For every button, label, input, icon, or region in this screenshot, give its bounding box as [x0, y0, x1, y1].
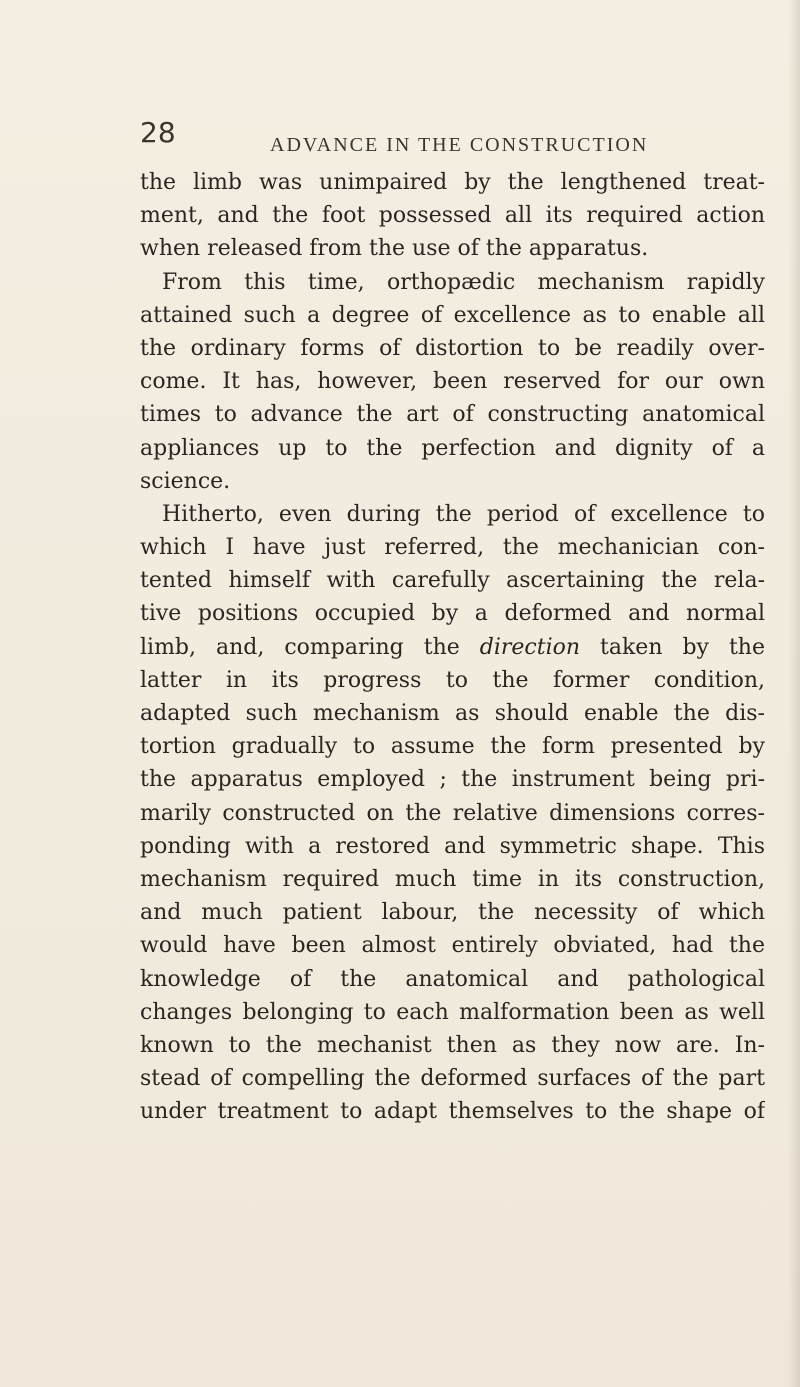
text-line: knowledge of the anatomical and pathological	[140, 966, 765, 992]
text-line: ment, and the foot possessed all its required action	[140, 203, 765, 229]
text-line: ponding with a restored and symmetric shape. This	[140, 833, 765, 859]
page-number: 28	[140, 116, 176, 149]
text-line-with-emphasis	[140, 631, 765, 664]
text-line: changes belonging to each malformation been as well	[140, 999, 765, 1025]
text-line: which I have just referred, the mechanician con-	[140, 535, 765, 561]
emphasized-word: direction	[479, 634, 581, 660]
text-line: would have been almost entirely obviated, had the	[140, 933, 765, 959]
text-line: From this time, orthopædic mechanism rapidly	[162, 269, 765, 295]
page-edge-shadow	[788, 0, 800, 1387]
text-line: stead of compelling the deformed surfaces of the part	[140, 1066, 765, 1092]
text-line: tortion gradually to assume the form presented by	[140, 734, 765, 760]
text-line: marily constructed on the relative dimensions corres-	[140, 800, 765, 826]
text-line: known to the mechanist then as they now are. In-	[140, 1032, 765, 1058]
text-line: come. It has, however, been reserved for our own	[140, 369, 765, 395]
body-text	[140, 166, 765, 1128]
text-line: the limb was unimpaired by the lengthened treat-	[140, 170, 765, 195]
text-line: tented himself with carefully ascertaining the rela-	[140, 568, 765, 594]
text-line: attained such a degree of excellence as to enable all	[140, 302, 765, 328]
text-line: adapted such mechanism as should enable the dis-	[140, 701, 765, 726]
text-line: tive positions occupied by a deformed and normal	[140, 601, 765, 627]
text-line: under treatment to adapt themselves to the shape of	[140, 1099, 765, 1125]
text-segment: taken by the	[600, 634, 765, 660]
text-line: the ordinary forms of distortion to be readily over-	[140, 335, 765, 361]
text-line: Hitherto, even during the period of excellence to	[162, 501, 765, 527]
text-line: and much patient labour, the necessity of which	[140, 900, 765, 926]
text-line: times to advance the art of constructing anatomical	[140, 402, 765, 428]
running-head: ADVANCE IN THE CONSTRUCTION	[270, 134, 649, 156]
text-line: mechanism required much time in its construction,	[140, 866, 765, 892]
page-header	[140, 116, 760, 156]
text-line: science.	[140, 468, 231, 494]
text-line: latter in its progress to the former condition,	[140, 667, 765, 693]
text-segment: limb, and, comparing the	[140, 634, 460, 660]
text-line: when released from the use of the apparatus.	[140, 236, 649, 262]
text-line: appliances up to the perfection and dignity of a	[140, 435, 765, 461]
text-line: the apparatus employed ; the instrument being pri-	[140, 767, 765, 793]
